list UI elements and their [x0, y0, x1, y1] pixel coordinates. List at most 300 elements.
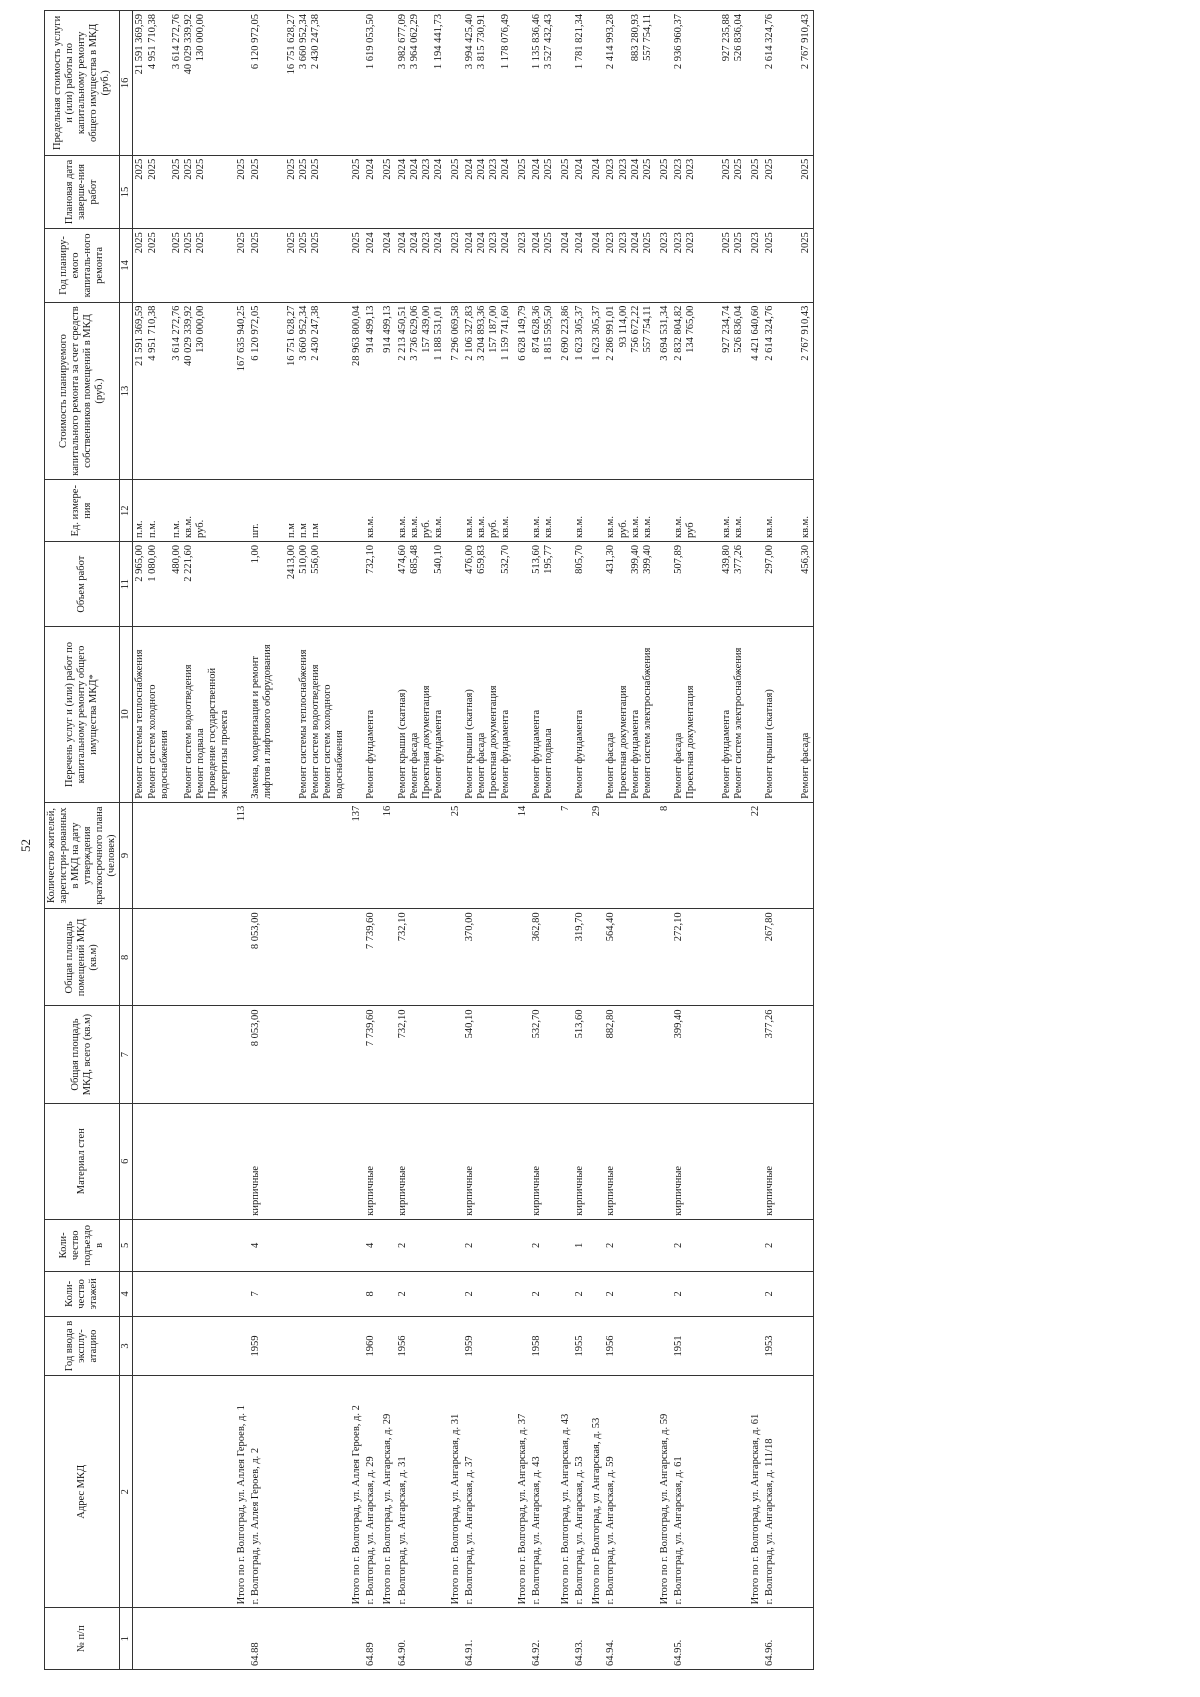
cost: [604, 302, 654, 480]
end-date-line: 2023: [487, 158, 499, 180]
unit-line: кв.м.: [463, 516, 475, 538]
column-number: 13: [120, 302, 133, 480]
empty-cell: [698, 1376, 720, 1608]
column-number: 11: [120, 542, 133, 627]
unit-line: кв.м.: [432, 516, 444, 538]
limit-cost: [573, 11, 587, 156]
unit-line: шт.: [249, 523, 261, 538]
area-total: 882,80: [604, 1006, 654, 1103]
end-date: [463, 155, 513, 228]
wall-material: кирпичные: [249, 1103, 347, 1219]
volume-line: 377,26: [732, 545, 744, 574]
floors: 2: [672, 1271, 698, 1316]
works-line: [274, 630, 286, 798]
end-date: [763, 155, 814, 228]
works-line: Ремонт подвала: [194, 728, 206, 799]
empty-cell: [232, 480, 249, 542]
residents-count: [530, 802, 556, 909]
empty-cell: [698, 1006, 720, 1103]
end-date: 2025: [513, 155, 530, 228]
volume: [604, 542, 654, 627]
plan-year-line: 2025: [732, 232, 744, 254]
entrances: 4: [249, 1219, 347, 1271]
volume: [672, 542, 698, 627]
volume-line: 1 080,00: [146, 545, 158, 582]
empty-cell: [378, 1316, 395, 1375]
area-rooms: 7 739,60: [364, 909, 378, 1006]
works-line: Ремонт фасада: [605, 732, 617, 799]
end-date-line: 2025: [194, 158, 206, 180]
end-date: [672, 155, 698, 228]
works-line: Ремонт фундамента: [500, 709, 511, 799]
empty-cell: [746, 542, 763, 627]
empty-cell: [232, 627, 249, 802]
row-number: [587, 1608, 604, 1670]
empty-cell: [746, 1219, 763, 1271]
empty-cell: [513, 1271, 530, 1316]
limit-cost: [720, 11, 746, 156]
column-number: 16: [120, 11, 133, 156]
plan-year-line: 2023: [672, 232, 684, 254]
unit: [463, 480, 513, 542]
limit-cost-line: [262, 14, 274, 152]
works-line: Ремонт фасада: [800, 732, 812, 799]
empty-cell: [446, 909, 463, 1006]
empty-cell: [232, 542, 249, 627]
commission-year: 1956: [604, 1316, 654, 1375]
entrances: [720, 1219, 746, 1271]
works-line: Проектная документация: [617, 685, 629, 799]
area-total: 377,26: [763, 1006, 814, 1103]
empty-cell: [698, 802, 720, 909]
unit: [763, 480, 814, 542]
volume: [463, 542, 513, 627]
area-total: 532,70: [530, 1006, 556, 1103]
subtotal-label: Итого по г. Волгоград, ул. Ангарская, д. 37: [513, 1376, 530, 1608]
column-number: 12: [120, 480, 133, 542]
empty-cell: [698, 1219, 720, 1271]
volume-line: 297,00: [764, 545, 776, 574]
table-row: [396, 11, 446, 1670]
floors: [720, 1271, 746, 1316]
unit: [672, 480, 698, 542]
area-rooms: 319,70: [573, 909, 587, 1006]
limit-cost-line: 4 951 710,38: [146, 14, 158, 70]
column-header: Количество жителей, зарегистри-рованных в МКД на дату утверждения краткосрочного плана (человек): [45, 802, 120, 909]
row-number: [513, 1608, 530, 1670]
unit-line: руб.: [194, 519, 206, 538]
volume: [364, 542, 378, 627]
limit-cost-line: 883 280,93: [629, 14, 641, 62]
plan-year-line: 2025: [310, 232, 322, 254]
plan-year-line: 2024: [408, 232, 420, 254]
empty-cell: [513, 542, 530, 627]
cost-line: 93 114,00: [617, 305, 629, 348]
empty-cell: [746, 909, 763, 1006]
area-rooms: 362,80: [530, 909, 556, 1006]
plan-year-line: 2024: [463, 232, 475, 254]
volume-line: 510,00: [298, 545, 310, 574]
volume-line: [274, 545, 286, 623]
empty-cell: [587, 480, 604, 542]
limit-cost-line: 3 527 432,43: [543, 14, 555, 70]
unit-line: п.м: [298, 523, 310, 538]
column-number: 6: [120, 1103, 133, 1219]
cost-line: [159, 306, 171, 477]
empty-cell: [655, 909, 672, 1006]
residents-count: 16: [378, 802, 395, 909]
subtotal-label: Итого по г. Волгоград, ул. Аллея Героев, д. 2: [347, 1376, 364, 1608]
unit-line: кв.м.: [672, 516, 684, 538]
subtotal-label: Итого по г. Волгоград, ул. Ангарская, д. 31: [446, 1376, 463, 1608]
limit-cost-line: 3 614 272,76: [170, 14, 182, 70]
works-line: Ремонт фасада: [475, 732, 487, 799]
empty-cell: [655, 542, 672, 627]
works: [573, 627, 587, 802]
unit-line: кв.м.: [531, 516, 543, 538]
plan-year-line: 2023: [684, 232, 696, 254]
floors: 7: [249, 1271, 347, 1316]
area-rooms: 732,10: [396, 909, 446, 1006]
volume: [530, 542, 556, 627]
end-date: 2025: [378, 155, 395, 228]
end-date-line: 2025: [170, 158, 182, 180]
works: [530, 627, 556, 802]
empty-cell: [378, 542, 395, 627]
limit-cost-line: 1 619 053,50: [365, 14, 377, 70]
end-date: [364, 155, 378, 228]
volume-line: 540,10: [432, 545, 444, 574]
plan-year-line: 2025: [543, 232, 555, 254]
column-number: 15: [120, 155, 133, 228]
volume-line: [195, 545, 207, 623]
empty-cell: [556, 1316, 573, 1375]
plan-year-line: 2023: [420, 232, 432, 254]
entrances: 2: [396, 1219, 446, 1271]
plan-year-line: 2024: [432, 232, 444, 254]
wall-material: кирпичные: [573, 1103, 587, 1219]
commission-year: 1959: [249, 1316, 347, 1375]
plan-year-line: 2025: [641, 232, 653, 254]
empty-cell: [556, 1006, 573, 1103]
cost-line: [274, 306, 286, 477]
volume-line: 439,80: [720, 545, 732, 574]
subtotal-row: [232, 11, 249, 1670]
row-number: 64.95.: [672, 1608, 698, 1670]
volume-line: 659,83: [475, 545, 487, 574]
empty-cell: [347, 1316, 364, 1375]
empty-cell: [655, 1316, 672, 1375]
empty-cell: [513, 11, 530, 156]
empty-cell: [655, 627, 672, 802]
works: [249, 627, 347, 802]
works-line: [788, 630, 800, 798]
unit-line: руб.: [617, 519, 629, 538]
empty-cell: [698, 1271, 720, 1316]
area-total: 399,40: [672, 1006, 698, 1103]
subtotal-label: Итого по г Волгоград, ул Ангарская, д. 53: [587, 1376, 604, 1608]
column-number: 2: [120, 1376, 133, 1608]
limit-cost-line: 557 754,11: [641, 14, 653, 61]
row-number: [746, 1608, 763, 1670]
residents-count: 113: [232, 802, 249, 909]
works: [396, 627, 446, 802]
floors: 2: [763, 1271, 814, 1316]
cost-line: 21 591 369,59: [134, 305, 146, 367]
cost-line: 526 836,04: [732, 305, 744, 353]
empty-cell: [378, 1219, 395, 1271]
cost: [672, 302, 698, 480]
empty-cell: [347, 1219, 364, 1271]
empty-cell: [347, 11, 364, 156]
limit-cost-line: 40 029 339,92: [182, 14, 194, 75]
end-date-line: [274, 159, 286, 225]
limit-cost-line: [618, 14, 630, 152]
unit-line: руб.: [420, 519, 432, 538]
cost: [530, 302, 556, 480]
empty-cell: [378, 627, 395, 802]
cost-line: 3 614 272,76: [170, 305, 182, 361]
residents-count: [672, 802, 698, 909]
plan-year: [604, 229, 654, 302]
unit-line: кв.м.: [629, 516, 641, 538]
unit: [720, 480, 746, 542]
unit-line: кв.м.: [396, 516, 408, 538]
empty-cell: [655, 1271, 672, 1316]
plan-year-line: 2025: [286, 232, 297, 254]
unit-line: п.м: [286, 523, 297, 538]
commission-year: 1953: [763, 1316, 814, 1375]
empty-cell: [446, 542, 463, 627]
table-body: [133, 11, 814, 1670]
subtotal-row: [655, 11, 672, 1670]
limit-cost: [672, 11, 698, 156]
works: [463, 627, 513, 802]
plan-year-line: 2025: [182, 232, 194, 254]
unit-line: кв.м.: [182, 516, 194, 538]
plan-year: [530, 229, 556, 302]
works-line: Ремонт фундамента: [720, 709, 732, 799]
volume-line: 532,70: [499, 545, 511, 574]
address: г. Волгоград, ул. Ангарская, д. 111/18: [763, 1376, 814, 1608]
column-header: Коли-чество этажей: [45, 1271, 120, 1316]
column-header: Перечень услуг и (или) работ по капитальному ремонту общего имущества МКД*: [45, 627, 120, 802]
volume: [720, 542, 746, 627]
cost-total: 1 623 305,37: [587, 302, 604, 480]
cost-line: 2 430 247,38: [310, 305, 322, 361]
cost-line: [788, 306, 800, 477]
wall-material: кирпичные: [763, 1103, 814, 1219]
unit-line: кв.м.: [800, 516, 812, 538]
empty-cell: [698, 627, 720, 802]
plan-year: 2023: [446, 229, 463, 302]
cost-line: 157 187,00: [487, 305, 499, 353]
limit-cost-line: 16 751 628,27: [286, 14, 297, 75]
empty-cell: [556, 11, 573, 156]
plan-year: [763, 229, 814, 302]
column-header: Адрес МКД: [45, 1376, 120, 1608]
plan-year: 2025: [347, 229, 364, 302]
subtotal-row: [378, 11, 395, 1670]
subtotal-label: Итого по г. Волгоград, ул. Ангарская, д. 59: [655, 1376, 672, 1608]
address: [133, 1376, 232, 1608]
end-date-line: 2025: [800, 158, 812, 180]
volume-line: 195,77: [543, 545, 555, 574]
unit-line: [788, 483, 800, 538]
commission-year: 1956: [396, 1316, 446, 1375]
floors: [133, 1271, 232, 1316]
plan-year: [573, 229, 587, 302]
plan-year: 2025: [232, 229, 249, 302]
works-line: Ремонт крыши (скатная): [764, 689, 776, 799]
area-rooms: 8 053,00: [249, 909, 347, 1006]
unit-line: кв.м.: [365, 516, 377, 538]
plan-year-line: 2024: [500, 232, 511, 254]
empty-cell: [587, 1103, 604, 1219]
end-date-line: 2024: [365, 158, 377, 180]
limit-cost-line: 21 591 369,59: [134, 14, 146, 75]
column-header: № п/п: [45, 1608, 120, 1670]
floors: 2: [463, 1271, 513, 1316]
plan-year-line: 2024: [531, 232, 543, 254]
unit-line: [776, 483, 788, 538]
limit-cost: [763, 11, 814, 156]
residents-count: [396, 802, 446, 909]
works-line: Ремонт крыши (скатная): [396, 689, 408, 799]
end-date-line: 2024: [463, 158, 475, 180]
limit-cost-line: [274, 14, 286, 152]
plan-year-line: [788, 232, 800, 298]
limit-cost: [530, 11, 556, 156]
column-number: 5: [120, 1219, 133, 1271]
plan-year-line: 2025: [764, 232, 776, 254]
address: г. Волгоград, ул. Ангарская, д. 53: [573, 1376, 587, 1608]
entrances: 2: [604, 1219, 654, 1271]
unit-line: кв.м.: [732, 516, 744, 538]
capital-repair-table: [44, 10, 814, 1670]
empty-cell: [556, 1271, 573, 1316]
empty-cell: [746, 1103, 763, 1219]
area-total: [133, 1006, 232, 1103]
end-date-line: 2024: [432, 158, 444, 180]
end-date: [133, 155, 232, 228]
limit-cost-line: 1 135 836,46: [531, 14, 543, 70]
unit-line: кв.м.: [764, 516, 776, 538]
end-date-line: 2025: [720, 158, 732, 180]
plan-year-line: 2024: [365, 232, 377, 254]
column-header: Ед. измере-ния: [45, 480, 120, 542]
cost-line: 40 029 339,92: [182, 305, 194, 367]
floors: 8: [364, 1271, 378, 1316]
address: г. Волгоград, ул. Аллея Героев, д. 2: [249, 1376, 347, 1608]
empty-cell: [232, 1316, 249, 1375]
limit-cost-line: 2 767 910,43: [800, 14, 812, 70]
limit-cost-line: [159, 14, 171, 152]
cost-line: 2 614 324,76: [764, 305, 776, 361]
wall-material: кирпичные: [672, 1103, 698, 1219]
cost-line: 2 832 804,82: [672, 305, 684, 361]
end-date-line: 2025: [764, 158, 776, 180]
column-header: Стоимость планируемого капитального ремонта за счет средств собственников помещений в МКД (руб.): [45, 302, 120, 480]
volume: [573, 542, 587, 627]
plan-year-line: 2025: [170, 232, 182, 254]
plan-year: [364, 229, 378, 302]
works-line: [286, 630, 298, 798]
table-row: [364, 11, 378, 1670]
volume-line: 2 221,60: [182, 545, 194, 582]
plan-year-line: 2023: [605, 232, 617, 254]
cost: [763, 302, 814, 480]
empty-cell: [698, 229, 720, 302]
limit-cost-line: 130 000,00: [194, 14, 206, 62]
wall-material: кирпичные: [463, 1103, 513, 1219]
cost-line: 2 213 450,51: [396, 305, 408, 361]
cost: [249, 302, 347, 480]
unit-line: [274, 483, 286, 538]
spacer-row: [698, 11, 720, 1670]
empty-cell: [513, 1006, 530, 1103]
works-line: Ремонт фундамента: [629, 709, 641, 799]
subtotal-label: Итого по г. Волгоград, ул. Ангарская, д. 43: [556, 1376, 573, 1608]
residents-count: 7: [556, 802, 573, 909]
row-number: 64.92.: [530, 1608, 556, 1670]
end-date: 2025: [446, 155, 463, 228]
row-number: [720, 1608, 746, 1670]
empty-cell: [378, 1006, 395, 1103]
header-row: [45, 11, 120, 1670]
subtotal-label: Итого по г. Волгоград, ул. Ангарская, д. 29: [378, 1376, 395, 1608]
cost-line: 157 439,00: [420, 305, 432, 353]
plan-year-line: 2023: [487, 232, 499, 254]
column-number: 10: [120, 627, 133, 802]
empty-cell: [556, 480, 573, 542]
empty-cell: [446, 1271, 463, 1316]
limit-cost: [249, 11, 347, 156]
volume-line: 399,40: [641, 545, 653, 574]
residents-count: [573, 802, 587, 909]
column-number: 1: [120, 1608, 133, 1670]
volume-line: 431,30: [605, 545, 617, 574]
empty-cell: [698, 909, 720, 1006]
volume-line: 732,10: [365, 545, 377, 574]
residents-count: [763, 802, 814, 909]
residents-count: 137: [347, 802, 364, 909]
unit-line: кв.м.: [408, 516, 420, 538]
row-number: [378, 1608, 395, 1670]
column-number: 3: [120, 1316, 133, 1375]
volume-line: [262, 545, 274, 623]
plan-year: [249, 229, 347, 302]
empty-cell: [513, 627, 530, 802]
volume-line: [685, 545, 697, 623]
cost: [364, 302, 378, 480]
works-line: Ремонт фасада: [672, 732, 684, 799]
empty-cell: [378, 11, 395, 156]
cost-total: 167 635 940,25: [232, 302, 249, 480]
volume-line: 513,60: [531, 545, 543, 574]
empty-cell: [698, 1103, 720, 1219]
residents-count: 8: [655, 802, 672, 909]
cost: [463, 302, 513, 480]
entrances: 4: [364, 1219, 378, 1271]
empty-cell: [513, 1219, 530, 1271]
limit-cost-line: 3 982 677,09: [396, 14, 408, 70]
residents-count: [604, 802, 654, 909]
plan-year: 2024: [556, 229, 573, 302]
entrances: [133, 1219, 232, 1271]
end-date-line: 2024: [574, 158, 586, 180]
subtotal-label: Итого по г. Волгоград, ул. Аллея Героев, д. 1: [232, 1376, 249, 1608]
